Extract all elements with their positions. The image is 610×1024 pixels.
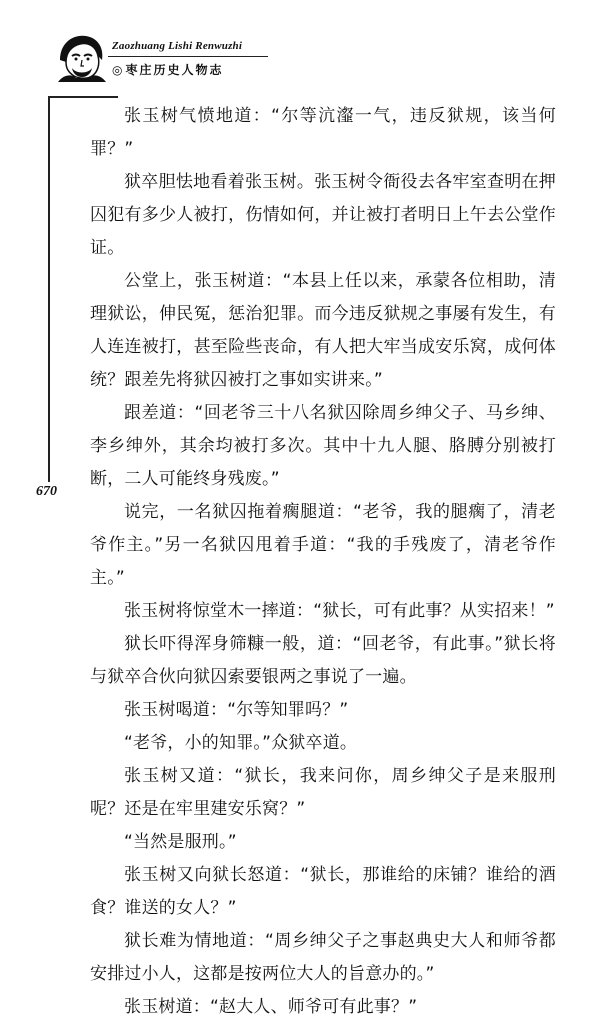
paragraph: 张玉树又道：“狱长，我来问你，周乡绅父子是来服刑呢？还是在牢里建安乐窝？” bbox=[90, 766, 556, 819]
margin-rule-vertical bbox=[48, 96, 50, 482]
paragraph: 说完，一名狱囚拖着瘸腿道：“老爷，我的腿瘸了，清老爷作主。”另一名狱囚甩着手道：“我的手残废了，清老爷作主。” bbox=[90, 502, 556, 588]
paragraph: 狱长吓得浑身筛糠一般，道：“回老爷，有此事。”狱长将与狱卒合伙向狱囚索要银两之事说了一遍。 bbox=[90, 634, 556, 687]
paragraph: “老爷，小的知罪。”众狱卒道。 bbox=[124, 733, 358, 753]
paragraph: 跟差道：“回老爷三十八名狱囚除周乡绅父子、马乡绅、李乡绅外，其余均被打多次。其中十九人腿、胳膊分别被打断，二人可能终身残废。” bbox=[90, 403, 556, 489]
paragraph: 张玉树道：“赵大人、师爷可有此事？” bbox=[124, 997, 418, 1017]
paragraph: 张玉树气愤地道：“尔等沆瀣一气，违反狱规，该当何罪？” bbox=[90, 106, 556, 159]
header-title-chinese-text: 枣庄历史人物志 bbox=[125, 63, 224, 77]
paragraph: 公堂上，张玉树道：“本县上任以来，承蒙各位相助，清理狱讼，伸民冤，惩治犯罪。而今违反狱规之事屡有发生，有人连连被打，甚至险些丧命，有人把大牢当成安乐窝，成何体统？跟差先将狱囚被打之事如实讲来。” bbox=[90, 271, 556, 390]
paragraph: 张玉树又向狱长怒道：“狱长，那谁给的床铺？谁给的酒食？谁送的女人？” bbox=[90, 865, 556, 918]
header-circle-mark: ◎ bbox=[112, 63, 123, 77]
paragraph: 张玉树喝道：“尔等知罪吗？” bbox=[124, 700, 349, 720]
paragraph: 狱长难为情地道：“周乡绅父子之事赵典史大人和师爷都安排过小人，这都是按两位大人的旨意办的。” bbox=[90, 931, 556, 984]
header-divider bbox=[108, 56, 268, 57]
paragraph: 狱卒胆怯地看着张玉树。张玉树令衙役去各牢室查明在押囚犯有多少人被打，伤情如何，并让被打者明日上午去公堂作证。 bbox=[90, 172, 556, 258]
paragraph: “当然是服刑。” bbox=[124, 832, 237, 852]
portrait-logo-icon bbox=[54, 30, 110, 86]
margin-rule-horizontal bbox=[48, 96, 118, 98]
page-number: 670 bbox=[36, 484, 57, 499]
header-title-chinese bbox=[112, 61, 224, 78]
header-title-latin: Zaozhuang Lishi Renwuzhi bbox=[112, 40, 243, 52]
page-header bbox=[0, 0, 610, 100]
paragraph: 张玉树将惊堂木一摔道：“狱长，可有此事？从实招来！” bbox=[124, 601, 555, 621]
body-text bbox=[90, 100, 556, 1024]
